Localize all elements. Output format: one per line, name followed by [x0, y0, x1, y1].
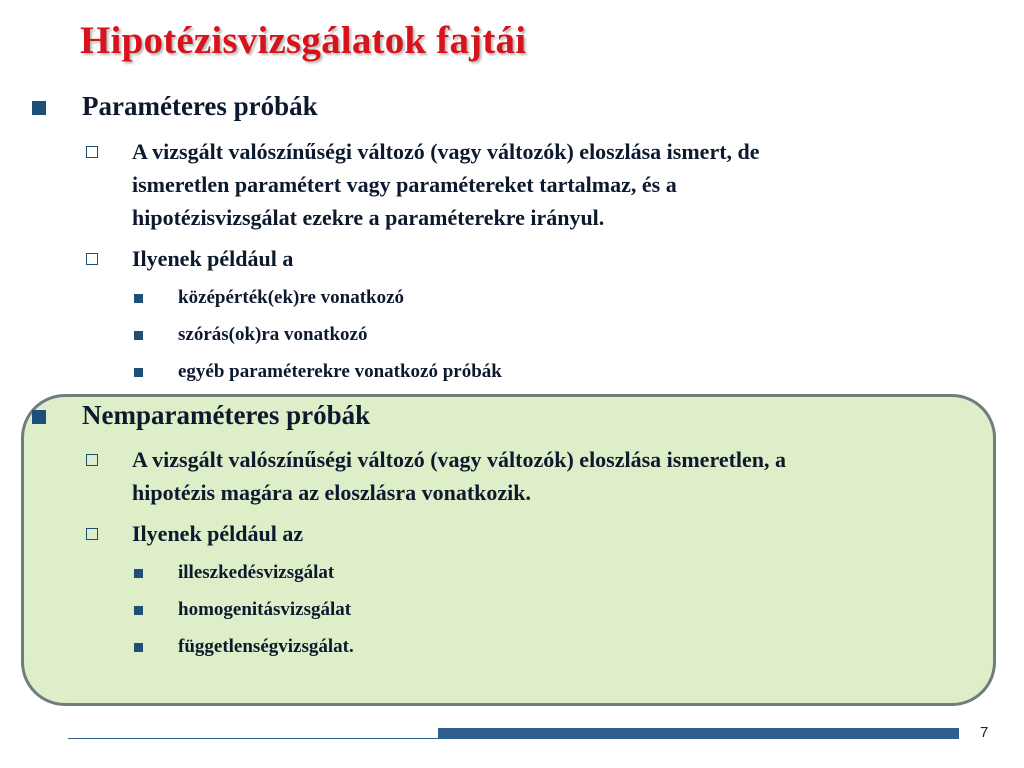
slide-title: Hipotézisvizsgálatok fajtái: [80, 19, 527, 62]
section-heading-parametric: Paraméteres próbák: [82, 91, 318, 121]
hollow-square-bullet-icon: [86, 253, 98, 265]
small-square-bullet-icon: [134, 643, 143, 652]
footer-bar: [438, 728, 959, 739]
square-bullet-icon: [32, 410, 46, 424]
footer-thin-line: [68, 738, 440, 739]
point-text-line: hipotézis magára az eloszlásra vonatkozik.: [132, 480, 532, 505]
small-square-bullet-icon: [134, 569, 143, 578]
square-bullet-icon: [32, 101, 46, 115]
hollow-square-bullet-icon: [86, 454, 98, 466]
point-text-line: A vizsgált valószínűségi változó (vagy változók) eloszlása ismert, de: [132, 139, 760, 164]
sub-item: illeszkedésvizsgálat: [178, 562, 335, 583]
point-text-line: Ilyenek például a: [132, 246, 294, 271]
page-number: 7: [980, 724, 989, 741]
sub-item: egyéb paraméterekre vonatkozó próbák: [178, 361, 502, 382]
small-square-bullet-icon: [134, 294, 143, 303]
hollow-square-bullet-icon: [86, 528, 98, 540]
sub-item: középérték(ek)re vonatkozó: [178, 287, 405, 308]
point-text-line: ismeretlen paramétert vagy paramétereket tartalmaz, és a: [132, 172, 677, 197]
small-square-bullet-icon: [134, 606, 143, 615]
point-text-line: hipotézisvizsgálat ezekre a paraméterekre irányul.: [132, 205, 605, 230]
sub-item: homogenitásvizsgálat: [178, 599, 352, 620]
highlight-box: [21, 394, 996, 706]
sub-item: függetlenségvizsgálat.: [178, 636, 354, 657]
point-text-line: A vizsgált valószínűségi változó (vagy változók) eloszlása ismeretlen, a: [132, 447, 787, 472]
small-square-bullet-icon: [134, 368, 143, 377]
hollow-square-bullet-icon: [86, 146, 98, 158]
point-text-line: Ilyenek például az: [132, 521, 304, 546]
small-square-bullet-icon: [134, 331, 143, 340]
section-heading-nonparametric: Nemparaméteres próbák: [82, 400, 371, 430]
sub-item: szórás(ok)ra vonatkozó: [178, 324, 368, 345]
